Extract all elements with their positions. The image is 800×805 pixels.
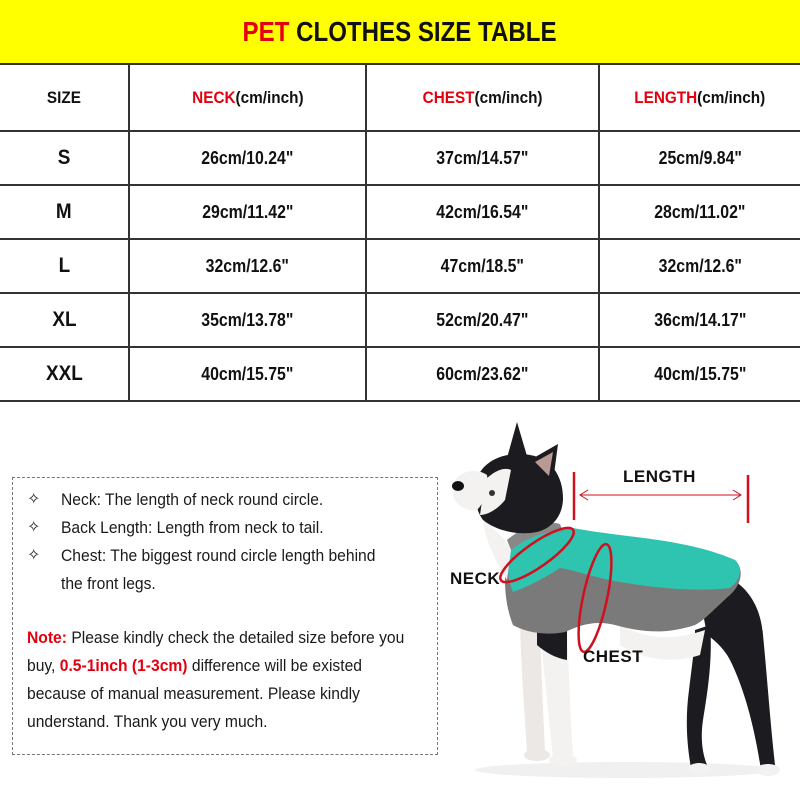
guide-item-neck: ✧ Neck: The length of neck round circle. [27,486,437,514]
title-banner [0,0,800,65]
length-cell: 36cm/14.17" [599,293,800,347]
size-cell: L [0,239,129,293]
length-cell: 32cm/12.6" [599,239,800,293]
title-highlight: PET [243,15,290,47]
table-row [0,239,800,293]
chest-label: CHEST [583,647,644,666]
page-title [243,16,557,48]
four-point-star-icon: ✧ [27,519,41,536]
measurement-guide-box [12,477,438,755]
neck-label: NECK [450,569,501,588]
header-chest: CHEST(cm/inch) [366,65,599,131]
header-length: LENGTH(cm/inch) [599,65,800,131]
table-row [0,293,800,347]
guide-item-chest: ✧ Chest: The biggest round circle length behind the front legs. [27,542,437,598]
four-point-star-icon: ✧ [27,547,41,564]
table-header-row [0,65,800,131]
length-label: LENGTH [623,467,696,486]
size-table [0,65,800,402]
neck-cell: 29cm/11.42" [129,185,366,239]
size-cell: M [0,185,129,239]
length-cell: 28cm/11.02" [599,185,800,239]
chest-cell: 42cm/16.54" [366,185,599,239]
size-cell: XL [0,293,129,347]
note-tolerance: 0.5-1inch (1-3cm) [59,656,188,675]
title-rest: CLOTHES SIZE TABLE [289,15,557,47]
neck-cell: 32cm/12.6" [129,239,366,293]
table-row [0,131,800,185]
header-size: SIZE [0,65,129,131]
table-row [0,347,800,401]
length-cell: 25cm/9.84" [599,131,800,185]
guide-list [13,478,437,598]
neck-cell: 40cm/15.75" [129,347,366,401]
table-row [0,185,800,239]
chest-cell: 37cm/14.57" [366,131,599,185]
chest-cell: 60cm/23.62" [366,347,599,401]
guide-item-back-length: ✧ Back Length: Length from neck to tail. [27,514,437,542]
chest-cell: 52cm/20.47" [366,293,599,347]
header-neck: NECK(cm/inch) [129,65,366,131]
dog-measurement-diagram [445,420,800,800]
chest-cell: 47cm/18.5" [366,239,599,293]
note-label: Note: [27,628,67,647]
length-cell: 40cm/15.75" [599,347,800,401]
size-cell: XXL [0,347,129,401]
neck-cell: 35cm/13.78" [129,293,366,347]
four-point-star-icon: ✧ [27,491,41,508]
neck-cell: 26cm/10.24" [129,131,366,185]
size-cell: S [0,131,129,185]
note-paragraph: Note: Please kindly check the detailed size before you buy, 0.5-1inch (1-3cm) difference will be existed because of manual measurement. Please kindly understand. Thank you very much. [27,628,405,731]
